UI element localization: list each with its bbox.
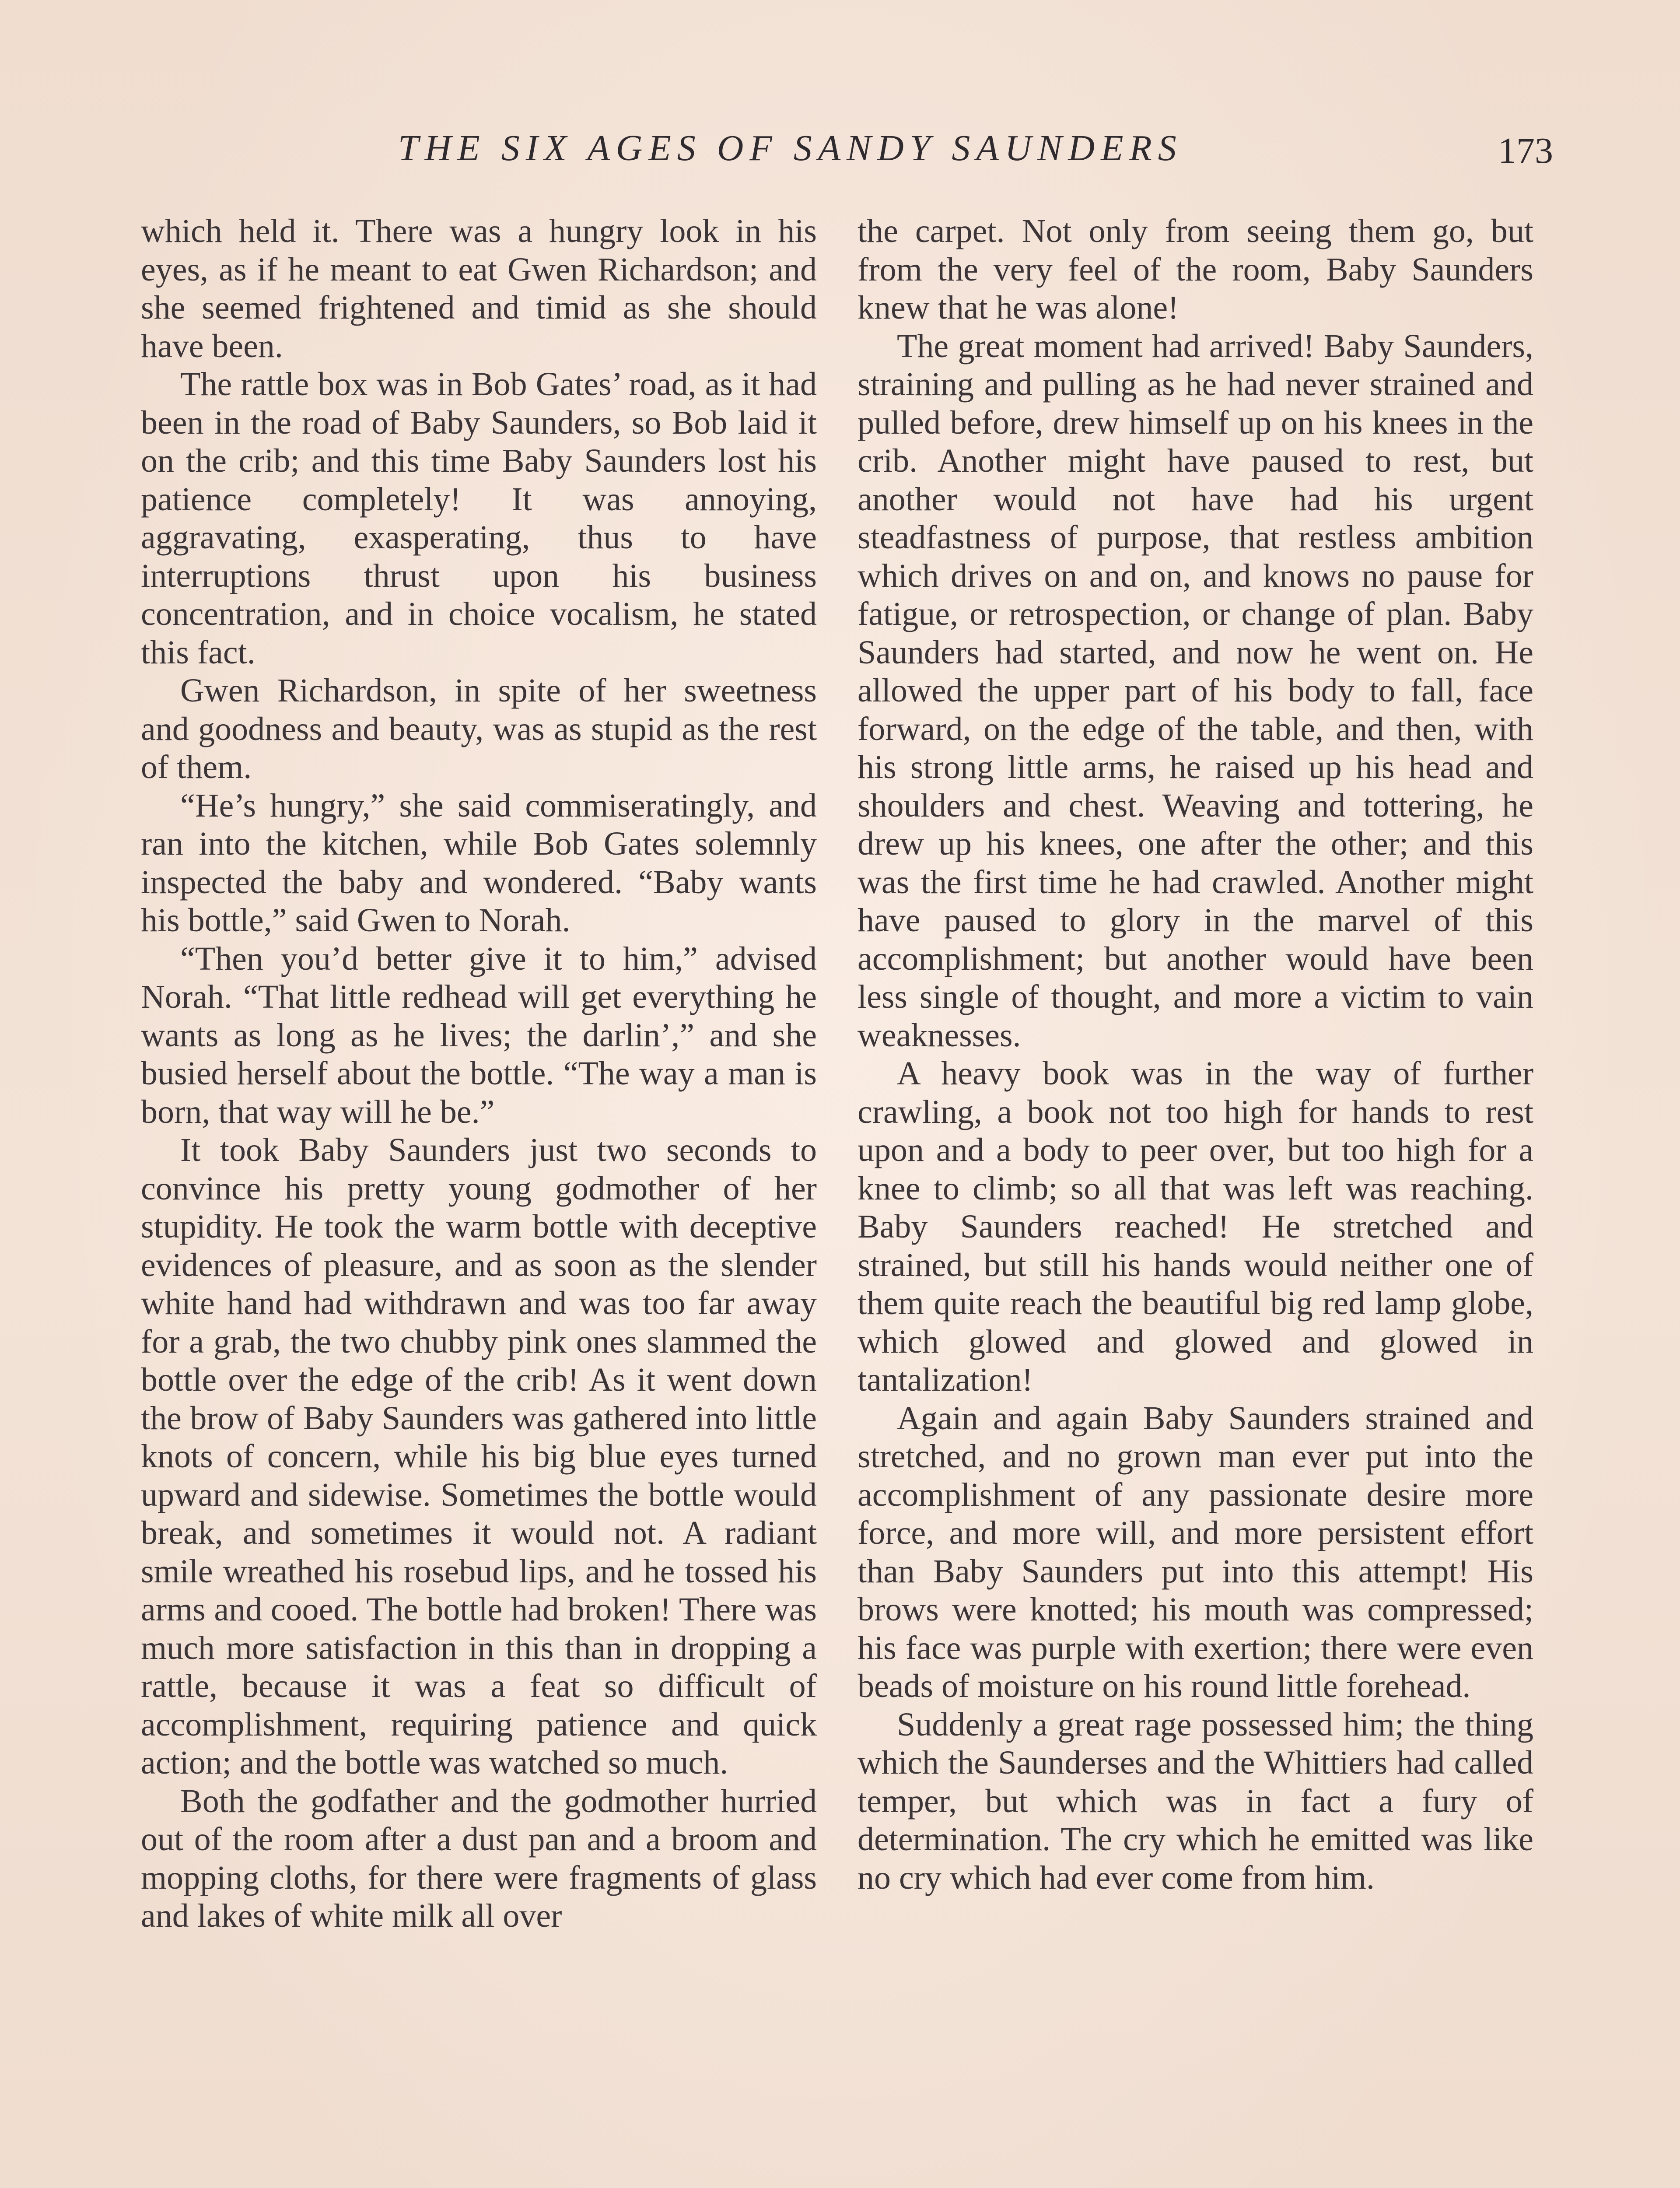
paragraph: Gwen Richardson, in spite of her sweetness and goodness and beauty, was as stupid as the rest of them.	[141, 672, 817, 785]
paragraph: Suddenly a great rage possessed him; the thing which the Saunderses and the Whittiers had called temper, but which was in fact a fury of determination. The cry which he emitted was like no cry which had ever come from him.	[858, 1706, 1533, 1896]
running-title: THE SIX AGES OF SANDY SAUNDERS	[398, 128, 1183, 168]
paragraph: which held it. There was a hungry look in his eyes, as if he meant to eat Gwen Richardson; and she seemed frightened and timid as she should have been.	[141, 213, 817, 365]
paragraph: Both the godfather and the godmother hurried out of the room after a dust pan and a broom and mopping cloths, for there were fragments of glass and lakes of white milk all over	[141, 1782, 817, 1934]
paragraph: The rattle box was in Bob Gates’ road, as it had been in the road of Baby Saunders, so Bob laid it on the crib; and this time Baby Saunders lost his patience completely! It was annoying, aggravating, exasperating, thus to have interruptions thrust upon his business concentration, and in choice vocalism, he stated this fact.	[141, 366, 817, 671]
running-head	[144, 127, 1553, 184]
paragraph: The great moment had arrived! Baby Saunders, straining and pulling as he had never strained and pulled before, drew himself up on his knees in the crib. Another might have paused to rest, but another would not have had his urgent steadfastness of purpose, that restless ambition which drives on and on, and knows no pause for fatigue, or retrospection, or change of plan. Baby Saunders had started, and now he went on. He allowed the upper part of his body to fall, face forward, on the edge of the table, and then, with his strong little arms, he raised up his head and shoulders and chest. Weaving and tottering, he drew up his knees, one after the other; and this was the first time he had crawled. Another might have paused to glory in the marvel of this accomplishment; but another would have been less single of thought, and more a victim to vain weaknesses.	[858, 327, 1533, 1054]
paragraph: “He’s hungry,” she said commiseratingly, and ran into the kitchen, while Bob Gates solemnly inspected the baby and wondered. “Baby wants his bottle,” said Gwen to Norah.	[141, 787, 817, 939]
paragraph: Again and again Baby Saunders strained and stretched, and no grown man ever put into the accomplishment of any passionate desire more force, and more will, and more persistent effort than Baby Saunders put into this attempt! His brows were knotted; his mouth was compressed; his face was purple with exertion; there were even beads of moisture on his round little forehead.	[858, 1399, 1533, 1704]
page-number: 173	[1498, 130, 1553, 171]
paragraph: the carpet. Not only from seeing them go, but from the very feel of the room, Baby Saunders knew that he was alone!	[858, 213, 1533, 326]
text-column-right	[858, 212, 1533, 1897]
paragraph: It took Baby Saunders just two seconds to convince his pretty young godmother of her stupidity. He took the warm bottle with deceptive evidences of pleasure, and as soon as the slender white hand had withdrawn and was too far away for a grab, the two chubby pink ones slammed the bottle over the edge of the crib! As it went down the brow of Baby Saunders was gathered into little knots of concern, while his big blue eyes turned upward and sidewise. Sometimes the bottle would break, and sometimes it would not. A radiant smile wreathed his rosebud lips, and he tossed his arms and cooed. The bottle had broken! There was much more satisfaction in this than in dropping a rattle, because it was a feat so difficult of accomplishment, requiring patience and quick action; and the bottle was watched so much.	[141, 1132, 817, 1781]
paragraph: “Then you’d better give it to him,” advised Norah. “That little redhead will get everything he wants as long as he lives; the darlin’,” and she busied herself about the bottle. “The way a man is born, that way will he be.”	[141, 940, 817, 1130]
text-column-left	[141, 212, 817, 1936]
paragraph: A heavy book was in the way of further crawling, a book not too high for hands to rest upon and a body to peer over, but too high for a knee to climb; so all that was left was reaching. Baby Saunders reached! He stretched and strained, but still his hands would neither one of them quite reach the beautiful big red lamp globe, which glowed and glowed and glowed in tantalization!	[858, 1055, 1533, 1398]
